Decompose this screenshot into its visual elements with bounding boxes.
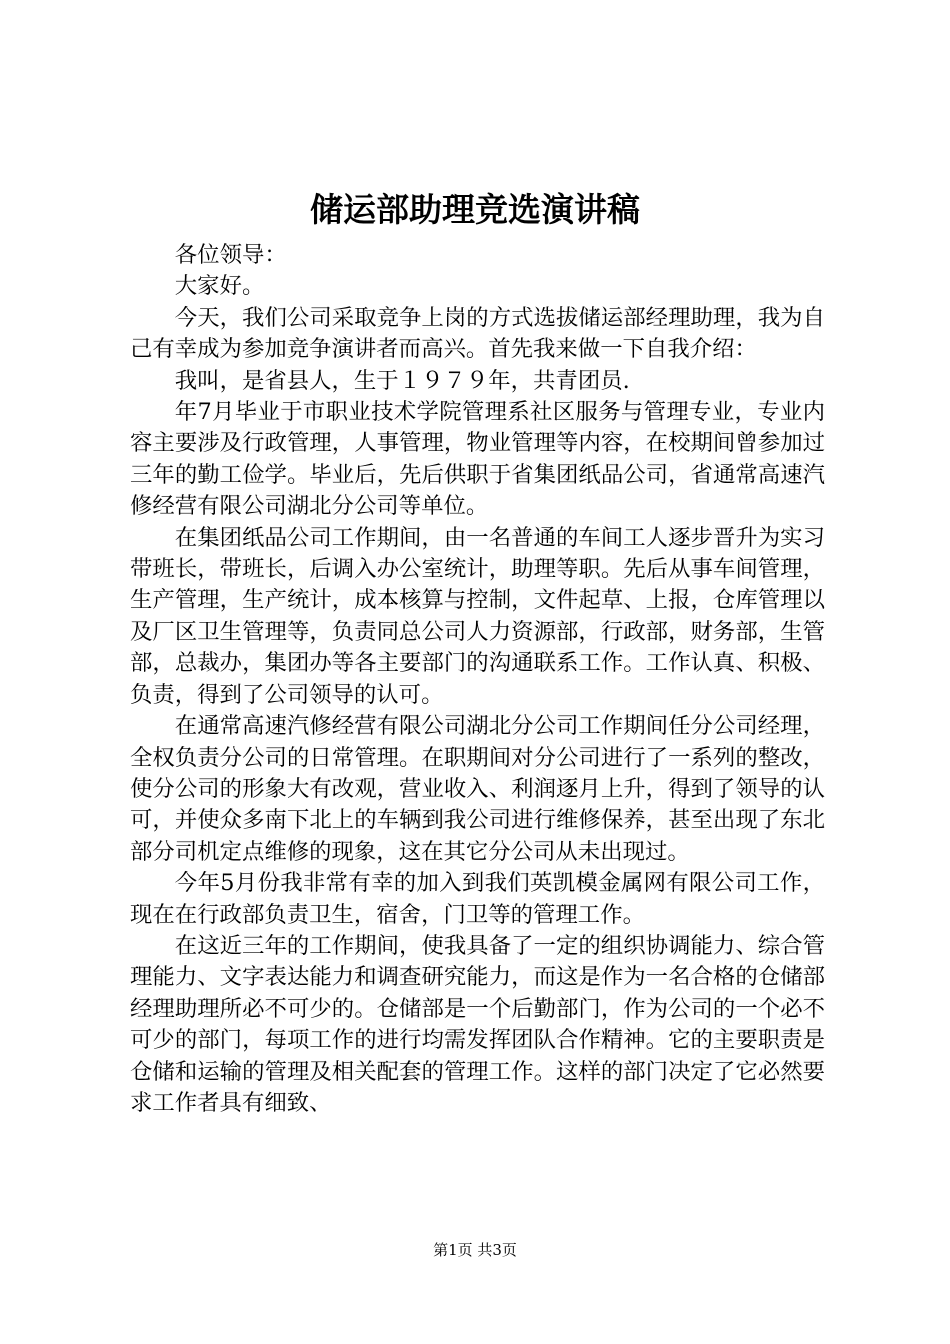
paragraph-greeting: 大家好。 <box>174 273 265 300</box>
paragraph-abilities: 在这近三年的工作期间，使我具备了一定的组织协调能力、综合管理能力、文字表达能力和调查研究能力，而这是作为一名合格的仓储部经理助理所必不可少的。仓储部是一个后勤部门，作为公司的一个必不可少的部门，每项工作的进行均需发挥团队合作精神。它的主要职责是仓储和运输的管理及相关配套的管理工作。这样的部门决定了它必然要求工作者具有细致、 <box>130 932 825 1116</box>
paragraph-current-job: 今年5月份我非常有幸的加入到我们英凯模金属网有限公司工作，现在在行政部负责卫生，宿舍，门卫等的管理工作。 <box>130 870 825 928</box>
paragraph-auto-repair: 在通常高速汽修经营有限公司湖北分公司工作期间任分公司经理，全权负责分公司的日常管理。在职期间对分公司进行了一系列的整改，使分公司的形象大有改观，营业收入、利润逐月上升，得到了领导的认可，并使众多南下北上的车辆到我公司进行维修保养，甚至出现了东北部分司机定点维修的现象，这在其它分公司从未出现过。 <box>130 713 825 865</box>
paragraph-education: 年7月毕业于市职业技术学院管理系社区服务与管理专业，专业内容主要涉及行政管理，人事管理，物业管理等内容，在校期间曾参加过三年的勤工俭学。毕业后，先后供职于省集团纸品公司，省通常高速汽修经营有限公司湖北分公司等单位。 <box>130 399 825 520</box>
document-title: 储运部助理竞选演讲稿 <box>310 190 640 229</box>
document-body <box>130 240 825 1119</box>
paragraph-self-intro: 我叫，是省县人，生于１９７９年，共青团员. <box>174 367 630 394</box>
paragraph-paper-company: 在集团纸品公司工作期间，由一名普通的车间工人逐步晋升为实习带班长，带班长，后调入办公室统计，助理等职。先后从事车间管理，生产管理，生产统计，成本核算与控制，文件起草、上报，仓库管理以及厂区卫生管理等，负责同总公司人力资源部，行政部，财务部，生管部，总裁办，集团办等各主要部门的沟通联系工作。工作认真、积极、负责，得到了公司领导的认可。 <box>130 524 825 708</box>
paragraph-salutation: 各位领导： <box>174 242 287 268</box>
page-footer: 第1页 共3页 <box>433 1241 517 1259</box>
paragraph-intro: 今天，我们公司采取竞争上岗的方式选拔储运部经理助理，我为自己有幸成为参加竞争演讲者而高兴。首先我来做一下自我介绍： <box>130 304 825 363</box>
